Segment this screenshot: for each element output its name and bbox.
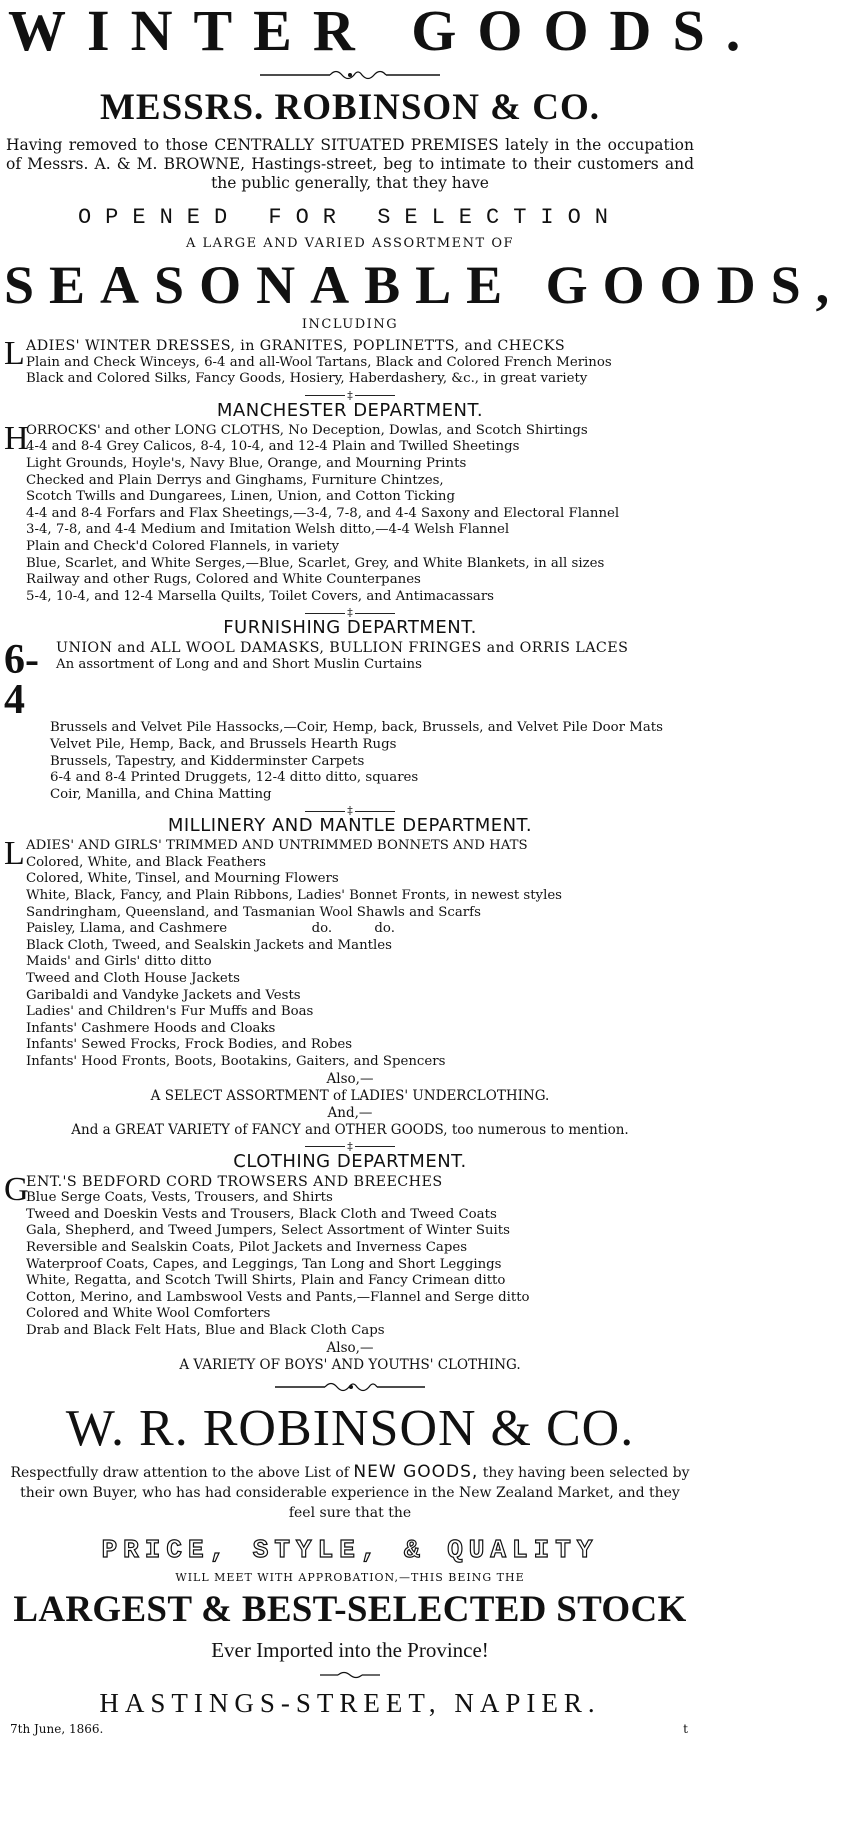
list-item: Railway and other Rugs, Colored and White Counterpanes (26, 572, 421, 588)
dagger-rule: ‡ (4, 391, 696, 401)
wr-robinson-title: W. R. ROBINSON & CO. (65, 1399, 635, 1457)
drop-cap: L (4, 835, 25, 873)
list-item: Infants' Sewed Frocks, Frock Bodies, and Robes (26, 1037, 353, 1053)
list-item: Drab and Black Felt Hats, Blue and Black Cloth Caps (26, 1322, 385, 1338)
list-item: ENT.'S BEDFORD CORD TROWSERS AND BREECHES (26, 1173, 443, 1190)
list-item: Light Grounds, Hoyle's, Navy Blue, Orange, and Mourning Prints (26, 455, 467, 471)
list-item: Infants' Cashmere Hoods and Cloaks (26, 1020, 276, 1036)
furnishing-block (4, 637, 696, 724)
list-item: 3-4, 7-8, and 4-4 Medium and Imitation Welsh ditto,—4-4 Welsh Flannel (26, 522, 510, 538)
list-item: Brussels, Tapestry, and Kidderminster Carpets (50, 753, 365, 769)
list-item: Velvet Pile, Hemp, Back, and Brussels Hearth Rugs (50, 736, 397, 752)
furnishing-more (4, 720, 696, 803)
attention-paragraph (6, 1462, 694, 1523)
list-item: Blue, Scarlet, and White Serges,—Blue, Scarlet, Grey, and White Blankets, in all sizes (26, 555, 605, 571)
list-item: Infants' Hood Fronts, Boots, Bootakins, Gaiters, and Spencers (26, 1054, 446, 1069)
assortment-line: A LARGE AND VARIED ASSORTMENT OF (185, 236, 515, 251)
list-item: Colored and White Wool Comforters (26, 1306, 271, 1322)
list-item: Plain and Check Winceys, 6-4 and all-Wool Tartans, Black and Colored French Merinos (26, 354, 612, 370)
list-item: Waterproof Coats, Capes, and Leggings, Tan Long and Short Leggings (26, 1256, 502, 1272)
drop-cap: L (4, 335, 25, 372)
list-item: Maids' and Girls' ditto ditto (26, 954, 212, 970)
dagger-rule: ‡ (4, 1142, 696, 1152)
flourish-icon (275, 1380, 425, 1394)
boys-clothing-line: A VARIETY OF BOYS' AND YOUTHS' CLOTHING. (179, 1356, 521, 1373)
list-item: An assortment of Long and and Short Muslin Curtains (56, 656, 422, 672)
address-line: HASTINGS-STREET, NAPIER. (99, 1687, 601, 1718)
drop-cap: G (4, 1170, 29, 1208)
list-item: Tweed and Cloth House Jackets (26, 971, 240, 987)
attention-after: they having been selected by their own Buyer, who has had considerable experience in the New Zealand Market, and they feel sure that the (20, 1464, 690, 1521)
flourish-icon (260, 68, 440, 82)
fancy-goods-line: And a GREAT VARIETY of FANCY and OTHER GOODS, too numerous to mention. (71, 1121, 629, 1138)
list-item: Paisley, Llama, and Cashmere do. do. (26, 921, 395, 937)
also-label: Also,— (326, 1339, 374, 1356)
ever-imported-line: Ever Imported into the Province! (211, 1637, 489, 1662)
list-item: 6-4 and 8-4 Printed Druggets, 12-4 ditto ditto, squares (50, 770, 419, 786)
list-item: Reversible and Sealskin Coats, Pilot Jackets and Inverness Capes (26, 1239, 468, 1255)
seasonable-goods: SEASONABLE GOODS, (4, 255, 844, 315)
and-label: And,— (327, 1104, 373, 1121)
list-item: Gala, Shepherd, and Tweed Jumpers, Select Assortment of Winter Suits (26, 1223, 510, 1239)
list-item: Coir, Manilla, and China Matting (50, 786, 272, 802)
list-item: Plain and Check'd Colored Flannels, in variety (26, 538, 340, 554)
date-line: 7th June, 1866. (10, 1721, 104, 1736)
list-item: White, Regatta, and Scotch Twill Shirts, Plain and Fancy Crimean ditto (26, 1273, 506, 1289)
footer (4, 1722, 696, 1736)
list-item: Sandringham, Queensland, and Tasmanian Wool Shawls and Scarfs (26, 904, 481, 920)
millinery-block (4, 835, 696, 1070)
list-item: Brussels and Velvet Pile Hassocks,—Coir, Hemp, back, Brussels, and Velvet Pile Door Mats (50, 720, 663, 736)
list-item: Tweed and Doeskin Vests and Trousers, Black Cloth and Tweed Coats (26, 1206, 497, 1222)
manchester-title: MANCHESTER DEPARTMENT. (216, 399, 484, 421)
furnishing-title: FURNISHING DEPARTMENT. (223, 617, 477, 639)
ornament-divider (4, 1670, 696, 1680)
dagger-rule: ‡ (4, 806, 696, 816)
underclothing-line: A SELECT ASSORTMENT of LADIES' UNDERCLOTHING. (150, 1087, 550, 1104)
list-item: 4-4 and 8-4 Grey Calicos, 8-4, 10-4, and 12-4 Plain and Twilled Sheetings (26, 439, 520, 455)
opened-for-selection: OPENED FOR SELECTION (77, 205, 623, 230)
ornament-divider (4, 1380, 696, 1394)
price-style-quality: PRICE, STYLE, & QUALITY (101, 1534, 599, 1565)
list-item: UNION and ALL WOOL DAMASKS, BULLION FRINGES and ORRIS LACES (56, 640, 629, 657)
including-label: INCLUDING (301, 317, 399, 332)
drop-cap: 6-4 (4, 637, 39, 724)
will-meet-line: WILL MEET WITH APPROBATION,—THIS BEING THE (175, 1570, 525, 1584)
list-item: ADIES' AND GIRLS' TRIMMED AND UNTRIMMED BONNETS AND HATS (26, 838, 528, 854)
ladies-block (4, 335, 696, 388)
list-item: Scotch Twills and Dungarees, Linen, Union, and Cotton Ticking (26, 489, 455, 505)
list-item: Blue Serge Coats, Vests, Trousers, and Shirts (26, 1190, 333, 1206)
clothing-block (4, 1170, 696, 1340)
list-item: Ladies' and Children's Fur Muffs and Boas (26, 1004, 314, 1020)
list-item: 4-4 and 8-4 Forfars and Flax Sheetings,—3-4, 7-8, and 4-4 Saxony and Electoral Flannel (26, 505, 620, 521)
ornament-divider (4, 68, 696, 82)
clothing-title: CLOTHING DEPARTMENT. (233, 1150, 467, 1172)
list-item: White, Black, Fancy, and Plain Ribbons, Ladies' Bonnet Fronts, in newest styles (26, 888, 563, 904)
intro-paragraph: Having removed to those CENTRALLY SITUATED PREMISES lately in the occupation of Messrs. A. & M. BROWNE, Hastings-street, beg to intimate to their customers and the public generally, that they have (6, 136, 694, 192)
new-goods-label: NEW GOODS, (353, 1461, 479, 1482)
also-label: Also,— (326, 1070, 374, 1087)
list-item: Checked and Plain Derrys and Ginghams, Furniture Chintzes, (26, 472, 444, 488)
list-item: Black and Colored Silks, Fancy Goods, Hosiery, Haberdashery, &c., in great variety (26, 371, 588, 387)
list-item: Colored, White, Tinsel, and Mourning Flowers (26, 871, 339, 887)
attention-before: Respectfully draw attention to the above List of (10, 1464, 349, 1481)
list-item: ADIES' WINTER DRESSES, in GRANITES, POPLINETTS, and CHECKS (26, 338, 566, 354)
dagger-rule: ‡ (4, 608, 696, 618)
drop-cap: H (4, 419, 29, 457)
list-item: ORROCKS' and other LONG CLOTHS, No Deception, Dowlas, and Scotch Shirtings (26, 422, 588, 438)
corner-mark: t (683, 1721, 688, 1736)
list-item: Garibaldi and Vandyke Jackets and Vests (26, 987, 301, 1003)
largest-stock-title: LARGEST & BEST-SELECTED STOCK (13, 1588, 687, 1630)
list-item: Black Cloth, Tweed, and Sealskin Jackets and Mantles (26, 937, 392, 953)
manchester-block (4, 419, 696, 606)
small-flourish-icon (320, 1670, 380, 1680)
list-item: Colored, White, and Black Feathers (26, 854, 266, 870)
firm-name: MESSRS. ROBINSON & CO. (99, 87, 600, 128)
headline: WINTER GOODS. (8, 0, 762, 63)
list-item: Cotton, Merino, and Lambswool Vests and Pants,—Flannel and Serge ditto (26, 1289, 530, 1305)
millinery-title: MILLINERY AND MANTLE DEPARTMENT. (167, 815, 533, 837)
list-item: 5-4, 10-4, and 12-4 Marsella Quilts, Toilet Covers, and Antimacassars (26, 588, 495, 604)
